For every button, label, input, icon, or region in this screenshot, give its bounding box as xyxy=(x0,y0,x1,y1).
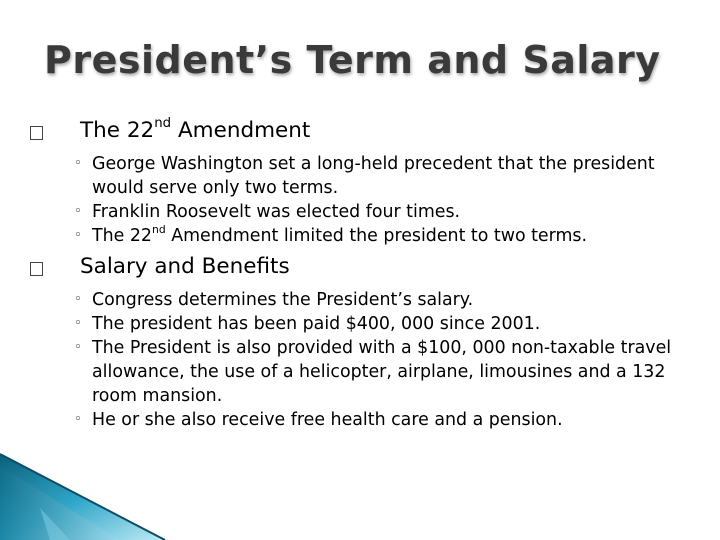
circle-bullet-icon: ◦ xyxy=(74,228,82,243)
circle-bullet-icon: ◦ xyxy=(74,292,82,307)
corner-swoosh-decoration xyxy=(0,450,240,540)
list-item: ◦ Congress determines the President’s salary. xyxy=(74,290,474,310)
list-item: ◦ The President is also provided with a $100, 000 non-taxable travel allowance, the use of a helicopter, airplane, limousines and a 132 room mansion. xyxy=(74,338,672,406)
square-bullet-icon xyxy=(30,126,43,140)
square-bullet-icon xyxy=(30,262,43,276)
bullet-list xyxy=(30,116,680,436)
heading-salary-benefits: Salary and Benefits xyxy=(30,252,680,282)
circle-bullet-icon: ◦ xyxy=(74,340,82,355)
circle-bullet-icon: ◦ xyxy=(74,204,82,219)
list-item: ◦ The 22nd Amendment limited the president to two terms. xyxy=(74,222,588,246)
slide-title: President’s Term and Salary xyxy=(44,38,661,82)
circle-bullet-icon: ◦ xyxy=(74,156,82,171)
circle-bullet-icon: ◦ xyxy=(74,316,82,331)
sub-list-amendment xyxy=(30,152,680,248)
list-item: ◦ George Washington set a long-held precedent that the president would serve only two terms. xyxy=(74,154,655,198)
sub-list-salary xyxy=(30,288,680,432)
list-item: ◦ The president has been paid $400, 000 since 2001. xyxy=(74,314,541,334)
circle-bullet-icon: ◦ xyxy=(74,412,82,427)
list-item: ◦ He or she also receive free health care and a pension. xyxy=(74,410,563,430)
heading-22nd-amendment: The 22nd Amendment xyxy=(30,116,680,146)
list-item: ◦ Franklin Roosevelt was elected four times. xyxy=(74,202,461,222)
